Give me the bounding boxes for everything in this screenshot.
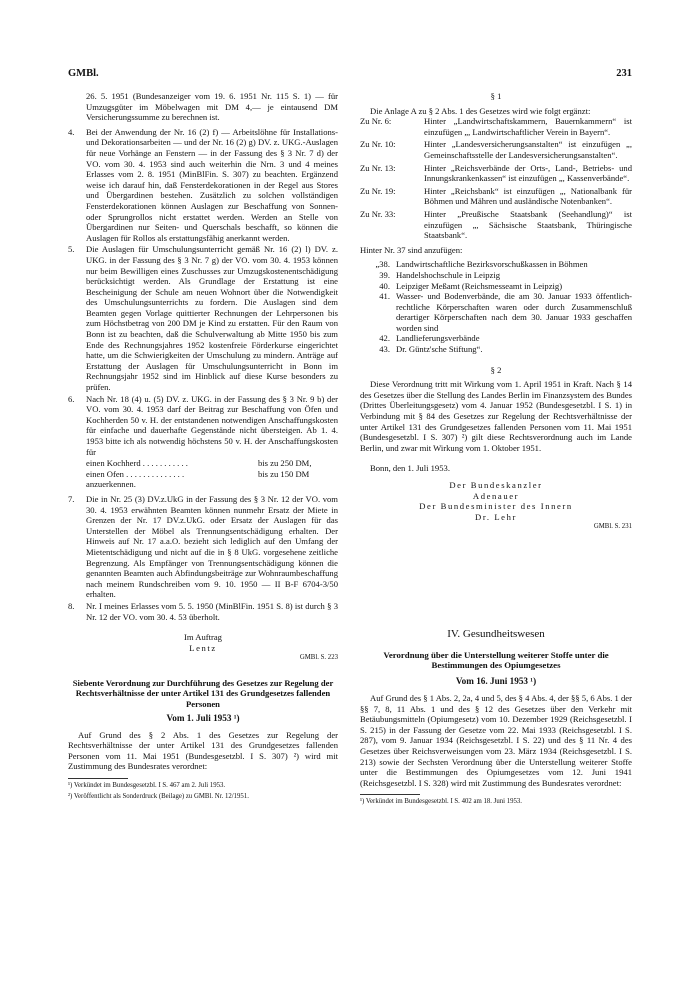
list-item [68,601,338,622]
cost-item: einen Kochherd [86,458,141,469]
appended-item [360,259,632,270]
list-item [68,244,338,392]
amendment-text: Hinter „Reichsverbände der Orts-, Land-, Betriebs- und Innungskrankenkassen“ ist einzufügen „, Kassenverbände“. [424,162,632,184]
amendment-label: Zu Nr. 13: [360,162,396,173]
cost-row [68,458,338,469]
appended-text: Dr. Güntz'sche Stiftung“. [396,344,483,355]
footnote-right: ¹) Verkündet im Bundesgesetzbl. I S. 402 am 18. Juni 1953. [360,798,522,806]
appended-text: Wasser- und Bodenverbände, die am 30. Januar 1933 öffentlich-rechtliche Körperschaften waren oder durch Zusammenschluß derartiger Körperschaften nach dem 30. Januar 1933 geschaffen worden sind [396,291,632,333]
amendment-list [360,116,632,241]
appended-text: Landlieferungsverbände [396,333,480,344]
leader-dots: . . . . . . . . . . . [140,458,188,469]
left-column [68,91,338,802]
footnote-2: ²) Veröffentlicht als Sonderdruck (Beilage) zu GMBl. Nr. 12/1951. [68,792,249,800]
appended-item [360,344,632,355]
amendment-text: Hinter „Landesversicherungsanstalten“ ist einzufügen „, Gemeinschaftsstelle der Landesversicherungsanstalten“. [424,139,632,160]
amendment-item [360,139,632,160]
footnote-rule-right [360,794,420,795]
rows-after: anzuerkennen. [86,479,136,490]
section-1-heading: § 1 [490,91,502,101]
list-item [68,394,338,458]
amendment-text: Hinter „Preußische Staatsbank (Seehandlung)“ ist einzufügen „, Sächsische Staatsbank, Thüringische Staatsbank“. [424,208,632,241]
list-item [68,494,338,600]
gmbl-reference-right: GMBl. S. 231 [593,523,632,531]
item-number: 7. [68,493,75,504]
signatory-title-2: Der Bundesminister des Innern [419,501,573,512]
item-text: Nach Nr. 18 (4) u. (5) DV. z. UKG. in der Fassung des § 3 Nr. 9 b) der VO. vom 30. 4. 1953 darf der Beitrag zur Beschaffung von Öfen und Kochherden 50 v. H. der entstandenen notwendigen Anschaffungskosten für einfache und dauerhafte Gegenstände nicht übersteigen. Ab 1. 4. 1953 bitte ich als notwendig höchstens 50 v. H. der Anschaffungskosten für [86,393,338,457]
amendment-label: Zu Nr. 10: [360,139,396,150]
appended-list [360,259,632,354]
appended-text: Handelshochschule in Leipzig [396,269,501,280]
amendment-label: Zu Nr. 33: [360,208,396,219]
cost-label [86,458,258,469]
ordinance-date: Vom 16. Juni 1953 ¹) [455,676,537,687]
appended-number: 43. [379,344,390,355]
leader-dots: . . . . . . . . . . . . . . [123,468,185,479]
cost-row [68,469,338,480]
numbered-items [68,127,338,457]
appended-text: Landwirtschaftliche Bezirksvorschußkassen in Böhmen [396,259,588,270]
section-2-text: Diese Verordnung tritt mit Wirkung vom 1. April 1951 in Kraft. Nach § 14 des Gesetzes über die Stellung des Landes Berlin im Finanzsystem des Bundes (Drittes Überleitungsgesetz) vom 4. Januar 1952 (Bundesgesetzbl. I S. 1) in Verbindung mit § 84 des Gesetzes zur Regelung der Rechtsverhältnisse der unter Artikel 131 des Grundgesetzes fallenden Personen vom 11. Mai 1951 (Bundesgesetzbl. I S. 307) ²) gilt diese Rechtsverordnung auch im Lande Berlin, und zwar mit Wirkung vom 1. Oktober 1951. [360,379,632,453]
signatory-name-2: Dr. Lehr [475,511,517,522]
item-number: 6. [68,393,75,404]
amendment-label: Zu Nr. 19: [360,185,396,196]
appended-item [360,281,632,292]
cost-rows [68,458,338,479]
continued-text: 26. 5. 1951 (Bundesanzeiger vom 19. 6. 1951 Nr. 115 S. 1) — für Umzugsgüter im Möbelwagen mit DM 4,— je eintausend DM Versicherungssumme zu berechnen ist. [86,91,338,123]
item-number: 4. [68,126,75,137]
decree-title: Siebente Verordnung zur Durchführung des Gesetzes zur Regelung der Rechtsverhältnisse der unter Artikel 131 des Grundgesetzes fallenden Personen [72,677,334,709]
cost-label [86,469,258,480]
ordinance-title: Verordnung über die Unterstellung weiterer Stoffe unter die Bestimmungen des Opiumgesetzes [383,649,609,670]
amendment-item [360,186,632,207]
numbered-items-2 [68,494,338,622]
appended-number: 42. [379,333,390,344]
appended-item [360,291,632,333]
ordinance-intro: Auf Grund des § 1 Abs. 2, 2a, 4 und 5, des § 4 Abs. 4, der §§ 5, 6 Abs. 1 der §§ 7, 8, 11 Abs. 1 und des § 12 des Gesetzes über den Verkehr mit Betäubungsmitteln (Opiumgesetz) vom 10. Dezember 1929 (Reichsgesetzbl. I S. 215) in der Fassung der Gesetze vom 22. Mai 1933 (Reichsgesetzbl. I S. 287), vom 9. Januar 1934 (Reichsgesetzbl. I S. 22) und des § 11 Nr. 4 des Gesetzes über Reichsverweisungen vom 23. März 1934 (Reichsgesetzbl. I S. 213) sowie der Sechsten Verordnung über die Unterstellung weiterer Stoffe unter die Bestimmungen des Opiumgesetzes vom 12. Juni 1941 (Reichsgesetzbl. I S. 328) wird mit Zustimmung des Bundesrates verordnet: [360,692,632,788]
signature-line-1: Im Auftrag [184,632,222,643]
amendment-item [360,163,632,184]
item-text: Bei der Anwendung der Nr. 16 (2) f) — Arbeitslöhne für Installations- und Dekorationsarbeiten — und der Nr. 16 (2) g) DV. z. UKG.-Auslagen für neue Vorhänge an Fenstern — in der Fassung des § 3 Nr. 7 d) der VO. vom 30. 4. 1953 sind auch weiterhin die Nrn. 3 und 4 meines Erlasses vom 2. 8. 1951 (MinBlFin. S. 307) zu beachten. Ergänzend weise ich darauf hin, daß Fensterdekorationen in der Regel aus Stores und Übergardinen bestehen. Zusätzlich zu solchen vollständigen Fensterdekorationen können Auslagen zur Beschaffung von Sonnen- oder Sprungrollos nicht erstattet werden. Werden an Stelle von Übergardinen nur Seiten- und Querschals beschafft, so können die Auslagen für Rollos als erstattungsfähig anerkannt werden. [86,126,338,243]
signatory-title-1: Der Bundeskanzler [449,480,543,490]
header-left: GMBl. [68,68,99,79]
appended-number: 40. [379,280,390,291]
appended-text: Leipziger Meßamt (Reichsmesseamt in Leipzig) [396,280,563,291]
appended-item [360,270,632,281]
item-text: Die in Nr. 25 (3) DV.z.UkG in der Fassung des § 3 Nr. 12 der VO. vom 30. 4. 1953 erwähnten Beamten können nunmehr Ersatz der Miete in Grenzen der Nr. 17 DV.z.UkG. oder Ersatz der Auslagen für das Unterstellen der Möbel als Trennungsentschädigung erhalten. Der Hinweis auf Nr. 17 a.a.O. bezieht sich lediglich auf den Umfang der Mietentschädigung und nicht auf die in § 8 UkG. vorgesehene zeitliche Begrenzung. Als Empfänger von Trennungsentschädigung können die genannten Beamten auch Abfindungsbeiträge zur Wohnraumbeschaffung nach meinem Rundschreiben vom 9. 10. 1950 — II B-F 6704-3/50 erhalten. [86,493,338,600]
appended-number: 41. [379,291,390,302]
decree-intro: Auf Grund des § 2 Abs. 1 des Gesetzes zur Regelung der Rechtsverhältnisse der unter Artikel 131 des Grundgesetzes fallenden Personen vom 11. Mai 1951 (Bundesgesetzbl. I S. 307) ²) wird mit Zustimmung des Bundesrates verordnet: [68,729,338,772]
cost-amount: bis zu 250 DM, [258,458,312,469]
section-1-intro: Die Anlage A zu § 2 Abs. 1 des Gesetzes wird wie folgt ergänzt: [370,105,591,116]
list-item [68,127,338,244]
amendment-item [360,209,632,241]
gmbl-reference: GMBl. S. 223 [299,654,338,662]
nr37-intro: Hinter Nr. 37 sind anzufügen: [360,244,463,255]
appended-item [360,333,632,344]
amendment-text: Hinter „Landwirtschaftskammern, Bauernkammern“ ist einzufügen „, Landwirtschaftlicher Verein in Bayern“. [424,116,632,137]
place-date: Bonn, den 1. Juli 1953. [370,463,450,474]
item-number: 5. [68,244,75,255]
page-number: 231 [616,68,632,79]
footnote-rule [68,778,128,779]
amendment-item [360,116,632,137]
signatory-name-1: Adenauer [472,490,520,501]
right-column [360,91,632,808]
cost-item: einen Ofen [86,468,124,479]
section-2-heading: § 2 [490,364,502,375]
signature-name: Lentz [189,642,217,653]
decree-date: Vom 1. Juli 1953 ¹) [166,713,240,724]
item-text: Die Auslagen für Umschulungsunterricht gemäß Nr. 16 (2) l) DV. z. UKG. in der Fassung des § 3 Nr. 7 g) der VO. vom 30. 4. 1953 können nur beim Bewilligen eines Zuschusses zur Umzugskostenentschädigung berücksichtigt werden. Als Grundlage der Erstattung ist eine Bescheinigung der Schule am neuen Wohnort über die Notwendigkeit des Umschulungsunterrichts zu fordern. Die Auslagen sind dem Beamten gegen Vorlage quittierter Rechnungen der Lehrpersonen bis zum Höchstbetrag von 200 DM je Kind zu erstatten. Für den Raum von Bonn ist zu beachten, daß die Schulverwaltung ab Mitte 1950 bis zum Ende des Rechnungsjahres 1952 kostenfreie Förderkurse eingerichtet hatte, um die Schwierigkeiten der Umschulung zu mindern. Anträge auf Erstattung der Auslagen für Umschulungsunterricht in Bonn im Rechnungsjahr 1952 sind im Hinblick auf diese Kurse besonders zu prüfen. [86,244,338,393]
item-number: 8. [68,600,75,611]
item-text: Nr. I meines Erlasses vom 5. 5. 1950 (MinBlFin. 1951 S. 8) ist durch § 3 Nr. 12 der VO. vom 30. 4. 53 überholt. [86,600,338,622]
footnote-1: ¹) Verkündet im Bundesgesetzbl. I S. 467 am 2. Juli 1953. [68,782,226,790]
amendment-text: Hinter „Reichsbank“ ist einzufügen „, Nationalbank für Böhmen und Mähren und ausländische Notenbanken“. [424,185,632,207]
amendment-label: Zu Nr. 6: [360,116,392,127]
appended-number: „38. [375,259,390,270]
section-heading-health: IV. Gesundheitswesen [447,627,545,640]
cost-amount: bis zu 150 DM [258,468,310,479]
appended-number: 39. [379,269,390,280]
